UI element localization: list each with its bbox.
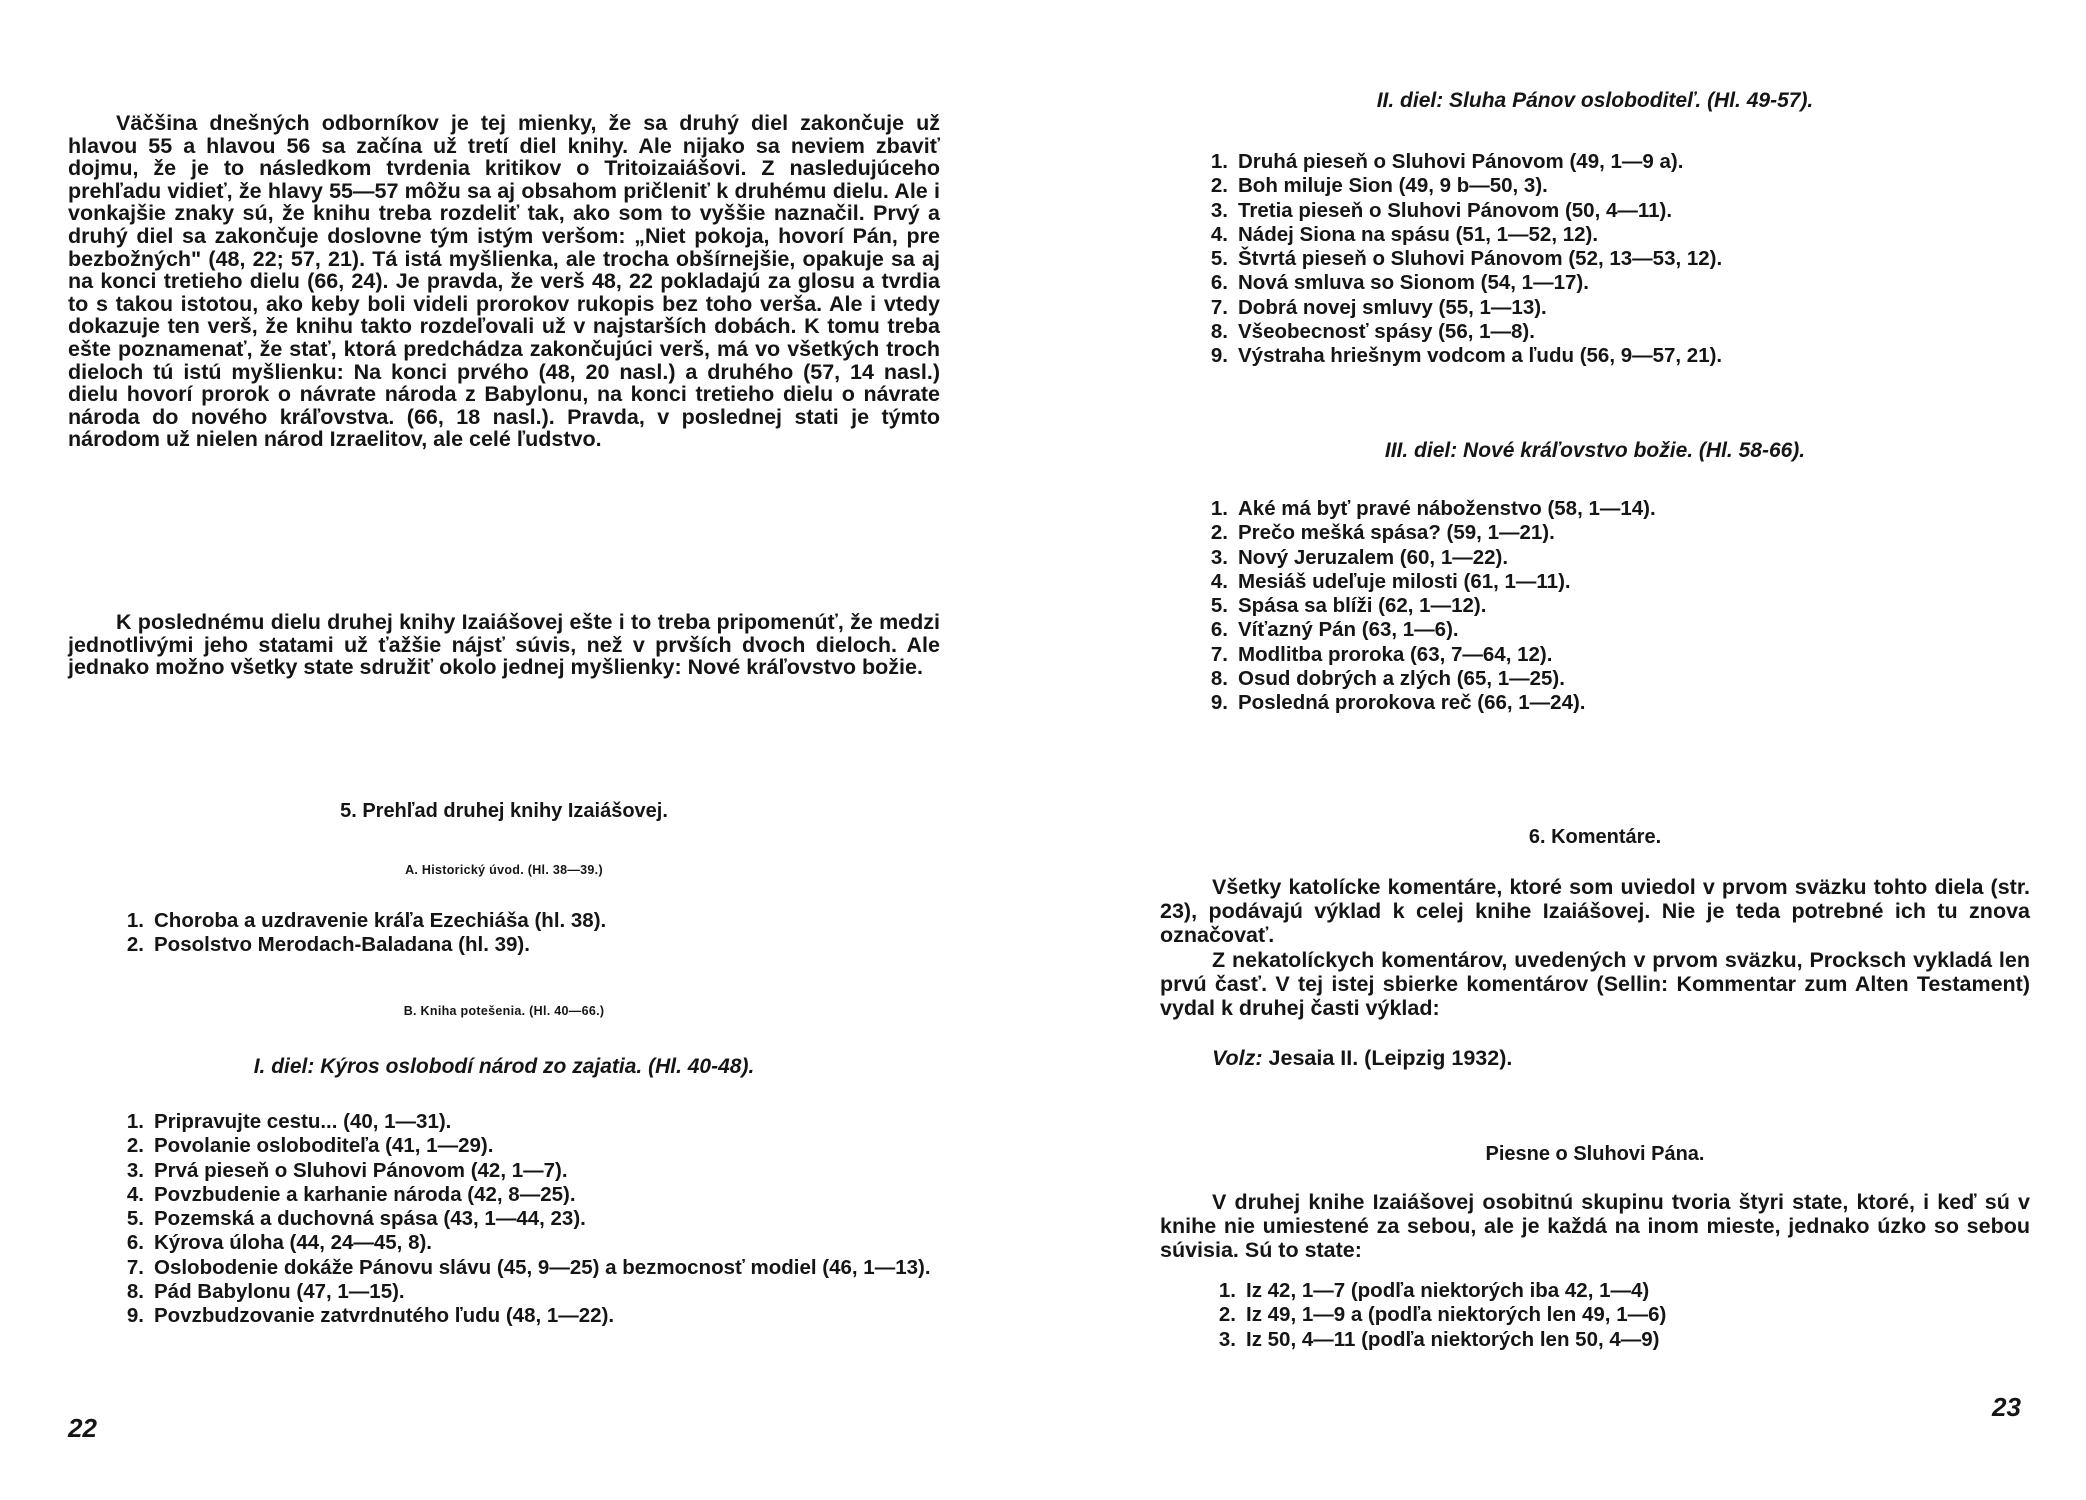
- subsection-a-title: A. Historický úvod. (Hl. 38—39.): [405, 863, 603, 877]
- list-item: 8. Všeobecnosť spásy (56, 1—8).: [1210, 320, 1535, 344]
- left-page: [68, 0, 940, 1500]
- list-item: 9. Výstraha hriešnym vodcom a ľudu (56, 9—57, 21).: [1210, 344, 1723, 368]
- part-3-title: III. diel: Nové kráľovstvo božie. (Hl. 58-66).: [1384, 439, 1806, 462]
- list-part-3: [1204, 497, 2030, 716]
- list-item: 4. Povzbudenie a karhanie národa (42, 8—25).: [126, 1182, 576, 1206]
- list-item: 3. Prvá pieseň o Sluhovi Pánovom (42, 1—7).: [126, 1158, 568, 1182]
- list-item: 1. Iz 42, 1—7 (podľa niektorých iba 42, 1—4): [1218, 1279, 1650, 1302]
- list-item: 8. Pád Babylonu (47, 1—15).: [126, 1280, 405, 1304]
- list-item: 2. Boh miluje Sion (49, 9 b—50, 3).: [1210, 174, 1548, 198]
- list-item: 2. Posolstvo Merodach-Baladana (hl. 39).: [126, 933, 530, 957]
- list-item: 6. Nová smluva so Sionom (54, 1—17).: [1210, 271, 1589, 295]
- commentary-paragraph-2: Z nekatolíckych komentárov, uvedených v prvom sväzku, Procksch vykladá len prvú časť. V tej istej sbierke komentárov (Sellin: Kommentar zum Alten Testament) vydal k druhej časti výklad:: [1160, 948, 2030, 1021]
- page-number-right: 23: [1992, 1392, 2021, 1422]
- volz-work: Jesaia II. (Leipzig 1932).: [1268, 1046, 1513, 1070]
- section-6-title: 6. Komentáre.: [1528, 826, 1662, 848]
- part-1-title: I. diel: Kýros oslobodí národ zo zajatia. (Hl. 40-48).: [253, 1055, 755, 1078]
- list-item: 9. Posledná prorokova reč (66, 1—24).: [1210, 691, 1586, 715]
- list-item: 5. Spása sa blíži (62, 1—12).: [1210, 594, 1487, 618]
- list-item: 5. Štvrtá pieseň o Sluhovi Pánovom (52, 13—53, 12).: [1210, 247, 1723, 271]
- list-item: 7. Dobrá novej smluvy (55, 1—13).: [1210, 295, 1547, 319]
- list-item: 7. Modlitba proroka (63, 7—64, 12).: [1210, 642, 1553, 666]
- list-item: 3. Nový Jeruzalem (60, 1—22).: [1210, 545, 1509, 569]
- commentary-paragraph-1: Všetky katolícke komentáre, ktoré som uviedol v prvom sväzku tohto diela (str. 23), podávajú výklad k celej knihe Izaiášovej. Nie je teda potrebné ich tu znova označovať.: [1160, 875, 2030, 948]
- list-item: 1. Aké má byť pravé náboženstvo (58, 1—14).: [1210, 497, 1656, 520]
- list-item: 5. Pozemská a duchovná spása (43, 1—44, 23).: [126, 1207, 586, 1231]
- list-item: 4. Nádej Siona na spásu (51, 1—52, 12).: [1210, 222, 1599, 246]
- subsection-b-title: B. Kniha potešenia. (Hl. 40—66.): [403, 1004, 605, 1018]
- list-item: 9. Povzbudzovanie zatvrdnutého ľudu (48, 1—22).: [126, 1304, 615, 1328]
- list-item: 7. Oslobodenie dokáže Pánovu slávu (45, 9—25) a bezmocnosť modiel (46, 1—13).: [126, 1255, 931, 1279]
- intro-paragraph-1: Väčšina dnešných odborníkov je tej mienky, že sa druhý diel zakončuje už hlavou 55 a hlavou 56 sa začína už tretí diel knihy. Ale nijako sa neviem zbaviť dojmu, že je to následkom tvrdenia kritikov o Tritoizaiášovi. Z nasledujúceho prehľadu vidieť, že hlavy 55—57 môžu sa aj obsahom pričleniť k druhému dielu. Ale i vonkajšie znaky sú, že knihu treba rozdeliť tak, ako som to vyššie naznačil. Prvý a druhý diel sa zakončuje doslovne tým istým veršom: „Niet pokoja, hovorí Pán, pre bezbožných" (48, 22; 57, 21). Tá istá myšlienka, ale trocha obšírnejšie, opakuje sa aj na konci tretieho dielu (66, 24). Je pravda, že verš 48, 22 pokladajú za glosu a tvrdia to s takou istotou, ako keby boli videli prorokov rukopis bez toho verša. Ale i vtedy dokazuje ten verš, že knihu takto rozdeľovali už v najstarších dobách. K tomu treba ešte poznamenať, že stať, ktorá predchádza zakončujúci verš, má vo všetkých troch dieloch tú istú myšlienku: Na konci prvého (48, 20 nasl.) a druhého (57, 14 nasl.) dielu hovorí prorok o návrate národa z Babylonu, na konci tretieho dielu o návrate národa do nového kráľovstva. (66, 18 nasl.). Pravda, v poslednej stati je týmto národom už nielen národ Izraelitov, ale celé ľudstvo.: [68, 111, 940, 452]
- list-item: 1. Druhá pieseň o Sluhovi Pánovom (49, 1—9 a).: [1210, 150, 1684, 173]
- list-item: 3. Tretia pieseň o Sluhovi Pánovom (50, 4—11).: [1210, 198, 1673, 222]
- intro-paragraph-2: K poslednému dielu druhej knihy Izaiášovej ešte i to treba pripomenúť, že medzi jednotlivými jeho statami už ťažšie nájsť súvis, než v prvších dvoch dieloch. Ale jednako možno všetky state sdružiť okolo jednej myšlienky: Nové kráľovstvo božie.: [68, 610, 940, 680]
- list-item: 8. Osud dobrých a zlých (65, 1—25).: [1210, 667, 1565, 691]
- list-part-1: [120, 1110, 940, 1329]
- right-page: [1160, 0, 2030, 1500]
- list-item: 6. Kýrova úloha (44, 24—45, 8).: [126, 1231, 433, 1255]
- songs-list: [1212, 1279, 2030, 1352]
- list-item: 4. Mesiáš udeľuje milosti (61, 1—11).: [1210, 569, 1571, 593]
- songs-title: Piesne o Sluhovi Pána.: [1485, 1143, 1705, 1165]
- list-item: 1. Pripravujte cestu... (40, 1—31).: [126, 1110, 452, 1133]
- list-item: 3. Iz 50, 4—11 (podľa niektorých len 50, 4—9): [1218, 1327, 1660, 1351]
- songs-paragraph: V druhej knihe Izaiášovej osobitnú skupinu tvoria štyri state, ktoré, i keď sú v knihe nie umiestené za sebou, ale je každá na inom mieste, jednako úzko so sebou súvisia. Sú to state:: [1160, 1190, 2030, 1263]
- list-item: 6. Víťazný Pán (63, 1—6).: [1210, 618, 1459, 642]
- section-title: 5. Prehľad druhej knihy Izaiášovej.: [340, 800, 668, 822]
- list-item: 2. Iz 49, 1—9 a (podľa niektorých len 49, 1—6): [1218, 1303, 1667, 1327]
- part-2-title: II. diel: Sluha Pánov osloboditeľ. (Hl. 49-57).: [1376, 89, 1814, 112]
- list-item: 2. Prečo mešká spása? (59, 1—21).: [1210, 521, 1555, 545]
- list-part-2: [1204, 150, 2030, 369]
- page-number-left: 22: [68, 1413, 97, 1443]
- list-historical-intro: [120, 909, 920, 958]
- volz-author: Volz:: [1212, 1046, 1263, 1070]
- volz-reference: [1160, 1046, 2030, 1070]
- list-item: 1. Choroba a uzdravenie kráľa Ezechiáša (hl. 38).: [126, 909, 607, 932]
- list-item: 2. Povolanie osloboditeľa (41, 1—29).: [126, 1134, 494, 1158]
